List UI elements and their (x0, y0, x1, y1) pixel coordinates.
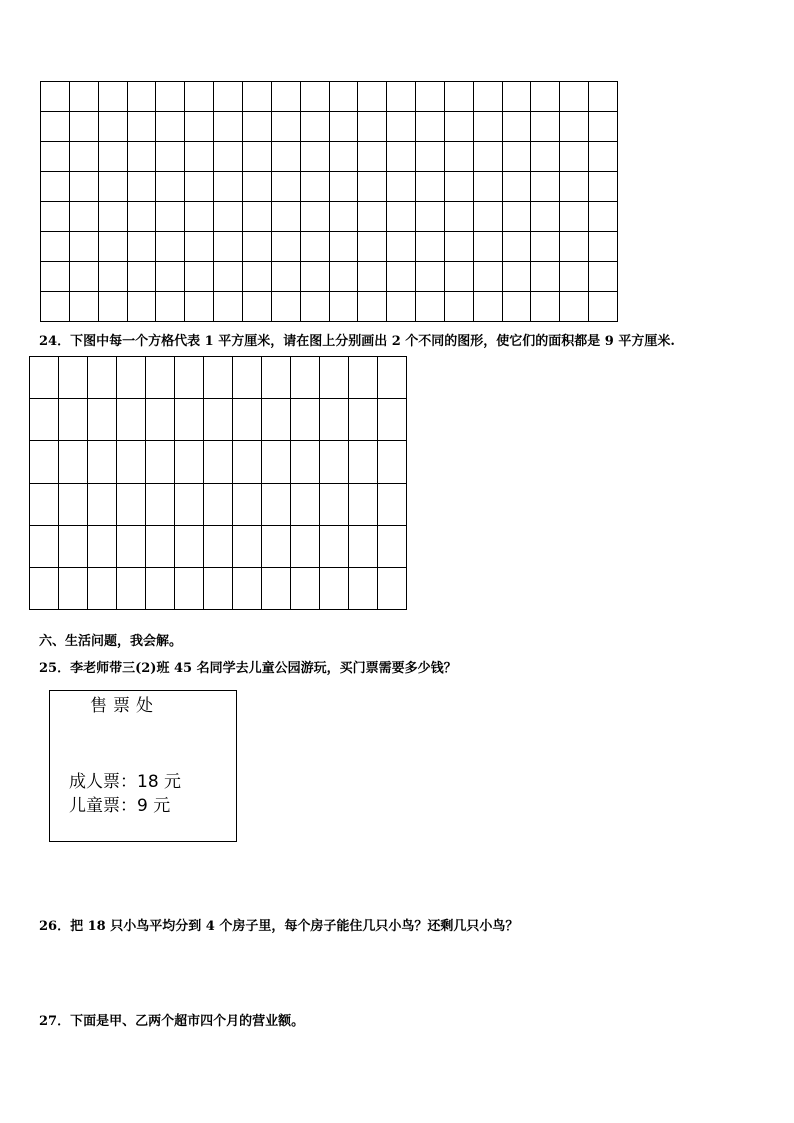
grid-cell (99, 112, 128, 142)
grid-cell (214, 202, 243, 232)
grid-cell[interactable] (204, 484, 233, 526)
grid-cell[interactable] (262, 399, 291, 441)
grid-cell[interactable] (59, 526, 88, 568)
grid-cell[interactable] (262, 526, 291, 568)
ticket-office-title: 售票处 (90, 696, 159, 716)
grid-cell (214, 142, 243, 172)
grid-cell[interactable] (233, 568, 262, 610)
grid-cell[interactable] (204, 441, 233, 483)
grid-cell[interactable] (378, 568, 407, 610)
grid-cell (560, 202, 589, 232)
grid-cell (387, 262, 416, 292)
grid-cell (358, 292, 387, 322)
question-26-text: 26．把 18 只小鸟平均分到 4 个房子里，每个房子能住几只小鸟？还剩几只小鸟？ (39, 919, 519, 934)
grid-cell (474, 202, 503, 232)
grid-cell (272, 172, 301, 202)
grid-cell (474, 292, 503, 322)
grid-cell[interactable] (349, 526, 378, 568)
grid-cell (185, 232, 214, 262)
grid-cell (156, 202, 185, 232)
grid-cell[interactable] (30, 484, 59, 526)
grid-cell (445, 112, 474, 142)
grid-cell (128, 262, 157, 292)
grid-cell[interactable] (30, 568, 59, 610)
grid-cell (301, 142, 330, 172)
grid-cell (445, 232, 474, 262)
grid-cell[interactable] (349, 568, 378, 610)
grid-cell[interactable] (378, 441, 407, 483)
grid-cell (41, 112, 70, 142)
grid-cell (214, 112, 243, 142)
grid-cell[interactable] (175, 357, 204, 399)
grid-cell (99, 82, 128, 112)
grid-cell (358, 202, 387, 232)
grid-cell (503, 112, 532, 142)
grid-cell (560, 82, 589, 112)
grid-cell (445, 82, 474, 112)
grid-cell[interactable] (233, 441, 262, 483)
grid-cell (70, 142, 99, 172)
grid-cell[interactable] (204, 399, 233, 441)
grid-cell (445, 172, 474, 202)
grid-cell[interactable] (291, 484, 320, 526)
grid-cell (99, 172, 128, 202)
grid-cell (301, 292, 330, 322)
grid-cell (416, 202, 445, 232)
grid-cell[interactable] (59, 357, 88, 399)
grid-cell[interactable] (88, 484, 117, 526)
grid-cell (416, 142, 445, 172)
grid-cell (387, 232, 416, 262)
grid-cell (531, 112, 560, 142)
grid-cell (272, 112, 301, 142)
grid-cell[interactable] (291, 568, 320, 610)
grid-cell (531, 202, 560, 232)
grid-cell (589, 172, 618, 202)
grid-cell (474, 142, 503, 172)
grid-cell (243, 292, 272, 322)
grid-cell[interactable] (320, 526, 349, 568)
grid-cell[interactable] (117, 484, 146, 526)
grid-cell[interactable] (146, 441, 175, 483)
grid-cell (156, 262, 185, 292)
grid-cell (156, 142, 185, 172)
grid-cell (416, 112, 445, 142)
grid-cell (589, 112, 618, 142)
grid-cell[interactable] (320, 399, 349, 441)
grid-cell (330, 262, 359, 292)
grid-cell[interactable] (291, 357, 320, 399)
grid-cell[interactable] (262, 441, 291, 483)
grid-cell (445, 262, 474, 292)
grid-cell (243, 262, 272, 292)
grid-cell (70, 82, 99, 112)
grid-cell[interactable] (30, 357, 59, 399)
question-24-text: 24．下图中每一个方格代表 1 平方厘米，请在图上分别画出 2 个不同的图形，使它们的面积都是 9 平方厘米. (39, 334, 675, 349)
grid-cell (301, 82, 330, 112)
grid-cell (70, 292, 99, 322)
grid-cell (387, 112, 416, 142)
grid-cell (301, 202, 330, 232)
grid-cell[interactable] (175, 399, 204, 441)
grid-cell[interactable] (262, 568, 291, 610)
grid-cell (503, 232, 532, 262)
grid-cell (387, 82, 416, 112)
grid-cell[interactable] (146, 526, 175, 568)
grid-cell (358, 142, 387, 172)
grid-cell (70, 172, 99, 202)
grid-cell (272, 202, 301, 232)
grid-cell (243, 142, 272, 172)
grid-cell (156, 232, 185, 262)
grid-cell[interactable] (204, 357, 233, 399)
grid-cell[interactable] (204, 568, 233, 610)
grid-cell (41, 262, 70, 292)
grid-cell (272, 142, 301, 172)
top-square-grid (40, 81, 618, 322)
grid-cell (531, 172, 560, 202)
grid-cell (330, 82, 359, 112)
grid-cell (41, 82, 70, 112)
grid-cell (416, 262, 445, 292)
grid-cell[interactable] (204, 526, 233, 568)
grid-cell (589, 262, 618, 292)
grid-cell[interactable] (88, 399, 117, 441)
grid-cell (128, 232, 157, 262)
grid-cell (445, 142, 474, 172)
grid-cell (474, 232, 503, 262)
question-24-grid[interactable] (29, 356, 407, 610)
grid-cell (358, 82, 387, 112)
grid-cell[interactable] (30, 399, 59, 441)
grid-cell (272, 262, 301, 292)
grid-cell (156, 172, 185, 202)
grid-cell[interactable] (117, 399, 146, 441)
grid-cell (531, 262, 560, 292)
grid-cell (474, 172, 503, 202)
grid-cell (503, 172, 532, 202)
adult-ticket-price: 成人票：18 元 (69, 772, 182, 792)
grid-cell (41, 142, 70, 172)
grid-cell (445, 202, 474, 232)
grid-cell (416, 292, 445, 322)
grid-cell[interactable] (59, 441, 88, 483)
grid-cell[interactable] (175, 441, 204, 483)
grid-cell (41, 202, 70, 232)
grid-cell (128, 142, 157, 172)
grid-cell (41, 172, 70, 202)
grid-cell (243, 202, 272, 232)
grid-cell (330, 232, 359, 262)
grid-cell[interactable] (88, 357, 117, 399)
grid-cell (70, 202, 99, 232)
grid-cell (560, 172, 589, 202)
grid-cell (243, 232, 272, 262)
grid-cell[interactable] (175, 568, 204, 610)
grid-cell (243, 82, 272, 112)
ticket-office-box (49, 690, 237, 842)
grid-cell (387, 172, 416, 202)
question-27-text: 27．下面是甲、乙两个超市四个月的营业额。 (39, 1014, 305, 1029)
grid-cell[interactable] (117, 357, 146, 399)
grid-cell (301, 172, 330, 202)
grid-cell (214, 172, 243, 202)
grid-cell (301, 262, 330, 292)
grid-cell (560, 262, 589, 292)
grid-cell (330, 142, 359, 172)
grid-cell (272, 292, 301, 322)
grid-cell (243, 172, 272, 202)
grid-cell[interactable] (146, 568, 175, 610)
grid-cell (589, 142, 618, 172)
grid-cell[interactable] (88, 441, 117, 483)
grid-cell[interactable] (233, 357, 262, 399)
grid-cell (70, 262, 99, 292)
grid-cell (214, 262, 243, 292)
grid-cell (560, 232, 589, 262)
grid-cell (99, 142, 128, 172)
grid-cell[interactable] (320, 441, 349, 483)
grid-cell (214, 232, 243, 262)
grid-cell (243, 112, 272, 142)
grid-cell[interactable] (262, 357, 291, 399)
grid-cell (445, 292, 474, 322)
grid-cell (330, 172, 359, 202)
grid-cell (185, 142, 214, 172)
grid-cell[interactable] (320, 357, 349, 399)
grid-cell[interactable] (320, 484, 349, 526)
grid-cell[interactable] (291, 399, 320, 441)
grid-cell (214, 292, 243, 322)
grid-cell[interactable] (59, 568, 88, 610)
question-25-text: 25．李老师带三(2)班 45 名同学去儿童公园游玩，买门票需要多少钱？ (39, 661, 457, 676)
grid-cell (301, 112, 330, 142)
grid-cell[interactable] (378, 399, 407, 441)
grid-cell (474, 262, 503, 292)
grid-cell (41, 292, 70, 322)
grid-cell (185, 292, 214, 322)
grid-cell[interactable] (88, 568, 117, 610)
grid-cell[interactable] (233, 399, 262, 441)
grid-cell (330, 202, 359, 232)
grid-cell[interactable] (175, 526, 204, 568)
grid-cell (272, 232, 301, 262)
grid-cell (128, 292, 157, 322)
grid-cell (589, 202, 618, 232)
grid-cell[interactable] (349, 357, 378, 399)
grid-cell (416, 82, 445, 112)
grid-cell (503, 82, 532, 112)
grid-cell (185, 82, 214, 112)
grid-cell (128, 202, 157, 232)
grid-cell[interactable] (146, 399, 175, 441)
grid-cell (99, 292, 128, 322)
grid-cell[interactable] (88, 526, 117, 568)
grid-cell (531, 232, 560, 262)
grid-cell[interactable] (320, 568, 349, 610)
grid-cell (156, 292, 185, 322)
grid-cell[interactable] (378, 357, 407, 399)
grid-cell (185, 202, 214, 232)
grid-cell (531, 292, 560, 322)
grid-cell (358, 112, 387, 142)
grid-cell[interactable] (175, 484, 204, 526)
grid-cell[interactable] (378, 526, 407, 568)
grid-cell[interactable] (30, 526, 59, 568)
grid-cell (41, 232, 70, 262)
grid-cell (99, 232, 128, 262)
grid-cell (272, 82, 301, 112)
grid-cell (474, 112, 503, 142)
grid-cell (330, 292, 359, 322)
grid-cell (128, 172, 157, 202)
grid-cell (589, 82, 618, 112)
grid-cell (531, 82, 560, 112)
grid-cell (387, 202, 416, 232)
grid-cell (128, 82, 157, 112)
grid-cell[interactable] (262, 484, 291, 526)
grid-cell (214, 82, 243, 112)
grid-cell[interactable] (291, 441, 320, 483)
grid-cell (99, 202, 128, 232)
grid-cell (358, 172, 387, 202)
section-6-heading: 六、生活问题，我会解。 (39, 634, 183, 649)
grid-cell (301, 232, 330, 262)
grid-cell (99, 262, 128, 292)
grid-cell (185, 172, 214, 202)
grid-cell (503, 292, 532, 322)
grid-cell (358, 232, 387, 262)
grid-cell (560, 292, 589, 322)
grid-cell[interactable] (146, 484, 175, 526)
grid-cell (416, 232, 445, 262)
grid-cell[interactable] (291, 526, 320, 568)
grid-cell (503, 202, 532, 232)
grid-cell (416, 172, 445, 202)
grid-cell (503, 142, 532, 172)
grid-cell (330, 112, 359, 142)
grid-cell (589, 292, 618, 322)
grid-cell[interactable] (117, 526, 146, 568)
grid-cell (560, 112, 589, 142)
grid-cell[interactable] (233, 484, 262, 526)
grid-cell (560, 142, 589, 172)
grid-cell (387, 142, 416, 172)
grid-cell[interactable] (349, 484, 378, 526)
grid-cell[interactable] (59, 399, 88, 441)
grid-cell (156, 82, 185, 112)
grid-cell (358, 262, 387, 292)
grid-cell (156, 112, 185, 142)
grid-cell[interactable] (233, 526, 262, 568)
grid-cell (185, 262, 214, 292)
grid-cell[interactable] (349, 399, 378, 441)
grid-cell (589, 232, 618, 262)
grid-cell[interactable] (117, 568, 146, 610)
grid-cell[interactable] (349, 441, 378, 483)
grid-cell (185, 112, 214, 142)
grid-cell (128, 112, 157, 142)
grid-cell (531, 142, 560, 172)
grid-cell[interactable] (30, 441, 59, 483)
grid-cell[interactable] (378, 484, 407, 526)
grid-cell (70, 112, 99, 142)
grid-cell[interactable] (59, 484, 88, 526)
child-ticket-price: 儿童票：9 元 (69, 796, 171, 816)
grid-cell[interactable] (146, 357, 175, 399)
grid-cell (474, 82, 503, 112)
grid-cell (387, 292, 416, 322)
grid-cell (503, 262, 532, 292)
grid-cell (70, 232, 99, 262)
grid-cell[interactable] (117, 441, 146, 483)
